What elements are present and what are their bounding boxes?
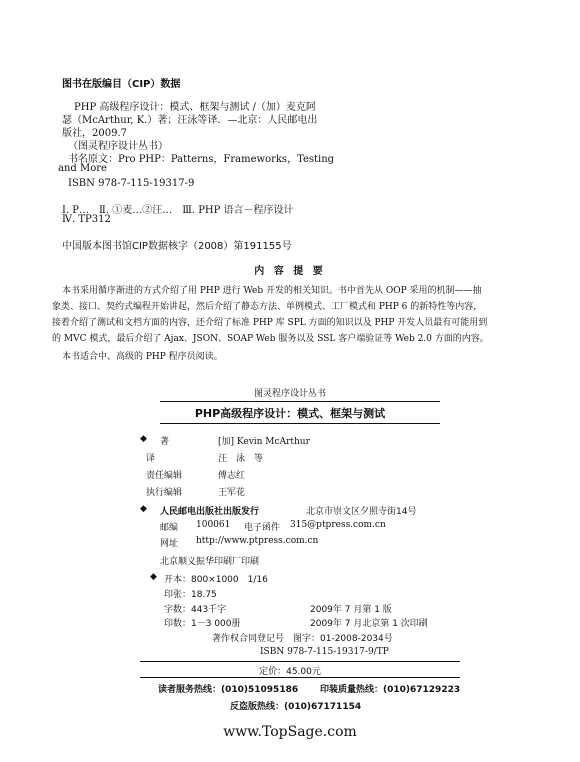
- translator-label: 译: [146, 454, 156, 464]
- diamond-bullet-icon: ◆: [140, 434, 147, 444]
- divider: [140, 661, 460, 662]
- cip-line: 版社，2009.7: [62, 128, 127, 139]
- diamond-bullet-icon: ◆: [150, 572, 157, 582]
- cip-isbn: ISBN 978-7-115-19317-9: [68, 178, 195, 189]
- quality-hotline: 印装质量热线：(010)67129223: [320, 685, 461, 695]
- divider: [160, 423, 440, 424]
- email: 315@ptpress.com.cn: [290, 520, 386, 530]
- sheets: 印张：18.75: [164, 590, 217, 600]
- series-name: 图灵程序设计丛书: [253, 389, 326, 399]
- summary-heading: 内 容 提 要: [254, 266, 326, 277]
- summary-line: 的 MVC 模式，最后介绍了 Ajax、JSON、SOAP Web 服务以及 SSL 客户端验证等 Web 2.0 方面的内容。: [52, 334, 489, 344]
- cip-heading: 图书在版编目（CIP）数据: [62, 79, 181, 90]
- divider: [140, 677, 460, 678]
- cip-line: and More: [58, 163, 107, 174]
- watermark-url: www.TopSage.com: [223, 724, 357, 740]
- cip-line: 书名原文：Pro PHP：Patterns，Frameworks，Testing: [68, 154, 335, 165]
- exec-editor-label: 执行编辑: [146, 488, 183, 498]
- service-hotline: 读者服务热线：(010)51095186: [158, 685, 299, 695]
- publisher-address: 北京市崇文区夕照寺街14号: [306, 507, 417, 517]
- editor-label: 责任编辑: [146, 471, 183, 481]
- author-value: [加] Kevin McArthur: [218, 437, 310, 447]
- price: 定价：45.00元: [259, 667, 321, 677]
- translator-value: 汪 泳 等: [218, 454, 264, 464]
- cip-number: 中国版本图书馆CIP数据核字（2008）第191155号: [62, 241, 292, 252]
- postcode: 100061: [196, 520, 231, 530]
- exec-editor-value: 王军花: [218, 488, 246, 498]
- printer: 北京顺义振华印刷厂印刷: [160, 557, 260, 567]
- summary-line: 接着介绍了测试和文档方面的内容，还介绍了标准 PHP 库 SPL 方面的知识以及 PHP 开发人员最有可能用到: [52, 318, 488, 328]
- diamond-bullet-icon: ◆: [140, 504, 147, 514]
- cip-line: 瑟（McArthur, K.）著；汪泳等译．—北京：人民邮电出: [62, 115, 318, 126]
- format: 开本：800×1000 1/16: [164, 575, 268, 585]
- book-title: PHP高级程序设计：模式、框架与测试: [194, 407, 386, 420]
- publisher: 人民邮电出版社出版发行: [160, 507, 260, 517]
- cip-line: （图灵程序设计丛书）: [68, 141, 168, 152]
- author-label: 著: [160, 437, 170, 447]
- cip-classification: Ⅳ. TP312: [62, 214, 111, 225]
- cip-classification: Ⅰ. P… Ⅱ. ①麦…②汪… Ⅲ. PHP 语言－程序设计: [62, 205, 294, 216]
- postcode-label: 邮编: [160, 523, 179, 533]
- editor-value: 傅志红: [218, 471, 246, 481]
- summary-line: 象类、接口、契约式编程开始讲起，然后介绍了静态方法、单例模式、工厂模式和 PHP 6 的新特性等内容，: [52, 302, 483, 312]
- print-run: 印数：1－3 000册: [164, 619, 241, 629]
- summary-line: 本书采用循序渐进的方式介绍了用 PHP 进行 Web 开发的相关知识。书中首先从 OOP 采用的机制——抽: [62, 286, 482, 296]
- printing: 2009年 7 月北京第 1 次印刷: [310, 619, 428, 629]
- website: http://www.ptpress.com.cn: [196, 536, 319, 546]
- website-label: 网址: [160, 539, 179, 549]
- divider: [160, 401, 440, 402]
- cip-line: PHP 高级程序设计：模式、框架与测试 /（加）麦克阿: [74, 102, 316, 113]
- summary-line: 本书适合中、高级的 PHP 程序员阅读。: [62, 352, 223, 362]
- copyright-reg: 著作权合同登记号 图字：01-2008-2034号: [212, 634, 393, 644]
- edition: 2009年 7 月第 1 版: [310, 605, 392, 615]
- email-label: 电子函件: [244, 523, 281, 533]
- words: 字数：443千字: [164, 605, 227, 615]
- book-isbn: ISBN 978-7-115-19317-9/TP: [260, 647, 389, 657]
- antipiracy-hotline: 反盗版热线：(010)67171154: [230, 702, 362, 712]
